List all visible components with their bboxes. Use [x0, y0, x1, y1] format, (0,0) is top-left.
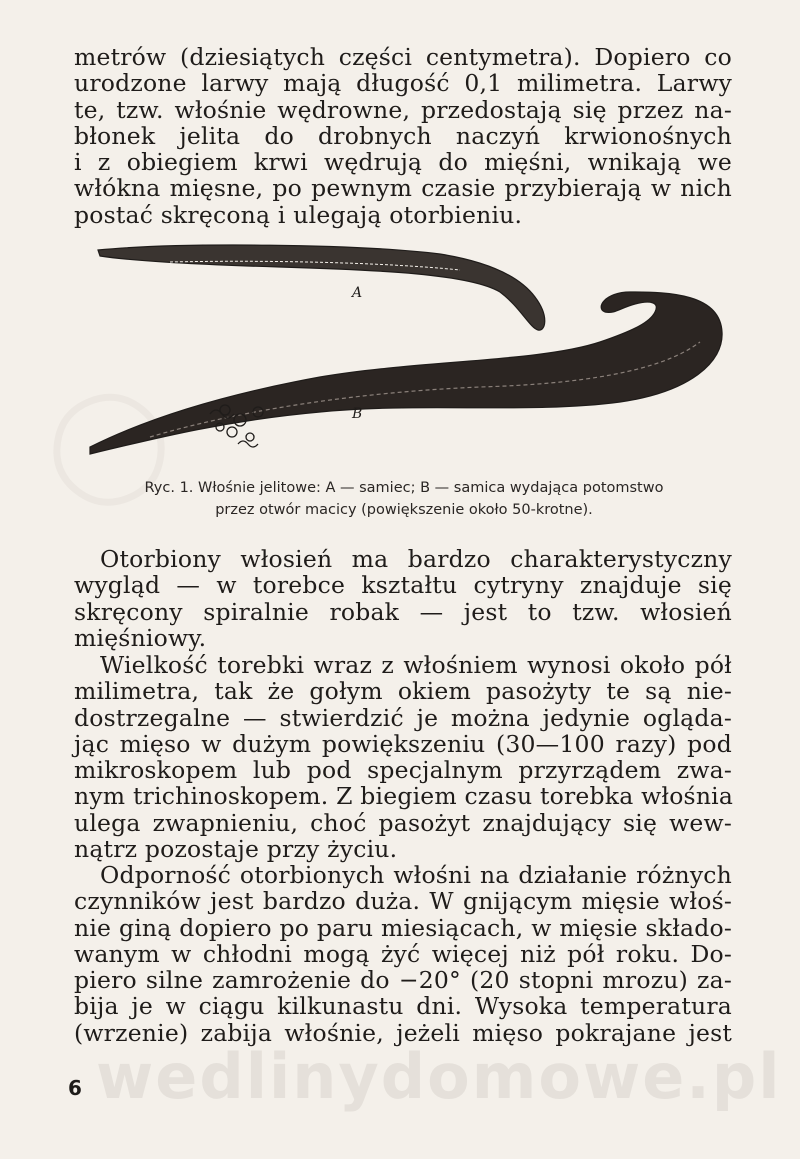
diagonal-watermark: ◯ — [13, 356, 190, 532]
text-line: (wrzenie) zabija włośnie, jeżeli mięso pokrajane jest — [74, 1018, 732, 1047]
text-line: te, tzw. włośnie wędrowne, przedostają się przez na- — [74, 95, 732, 124]
text-line: i z obiegiem krwi wędrują do mięśni, wnikają we — [74, 148, 732, 177]
text-line: mikroskopem lub pod specjalnym przyrządem zwa- — [74, 756, 732, 785]
text-line: urodzone larwy mają długość 0,1 milimetra. Larwy — [74, 69, 732, 98]
text-line: nie giną dopiero po paru miesiącach, w mięsie składo- — [74, 913, 732, 942]
figure-caption — [74, 477, 734, 499]
paragraph-3 — [74, 652, 732, 862]
page-number: 6 — [68, 1076, 82, 1100]
text-line: włókna mięsne, po pewnym czasie przybierają w nich — [74, 174, 732, 203]
text-line: Wielkość torebki wraz z włośniem wynosi około pół — [100, 651, 732, 679]
label-b: B — [352, 406, 363, 422]
text-line: Otorbiony włosień ma bardzo charakterystyczny — [100, 545, 732, 573]
trichina-illustration — [60, 232, 750, 467]
paragraph-2 — [74, 546, 732, 651]
text-line: wanym w chłodni mogą żyć więcej niż pół roku. Do- — [74, 939, 732, 968]
text-line: wygląd — w torebce kształtu cytryny znajduje się — [74, 571, 732, 600]
text-line: milimetra, tak że gołym okiem pasożyty te są nie- — [74, 677, 732, 706]
paragraph-4 — [74, 862, 732, 1046]
text-line: ulega zwapnieniu, choć pasożyt znajdujący się wew- — [74, 808, 732, 837]
text-line: bija je w ciągu kilkunastu dni. Wysoka temperatura — [74, 992, 732, 1021]
text-line: metrów (dziesiątych części centymetra). Dopiero co — [74, 43, 732, 71]
caption-line-1: Ryc. 1. Włośnie jelitowe: A — samiec; B — samica wydająca potomstwo — [144, 480, 664, 496]
site-watermark: wedlinydomowe.pl — [96, 1040, 782, 1113]
label-a: A — [352, 285, 363, 301]
text-line: nątrz pozostaje przy życiu. — [74, 835, 398, 864]
text-line: piero silne zamrożenie do −20° (20 stopni mrozu) za- — [74, 966, 732, 995]
text-line: czynników jest bardzo duża. W gnijącym mięsie włoś- — [74, 887, 732, 916]
text-line: jąc mięso w dużym powiększeniu (30—100 razy) pod — [74, 729, 732, 758]
text-line: nym trichinoskopem. Z biegiem czasu torebka włośnia — [74, 782, 734, 811]
caption-line-2: przez otwór macicy (powiększenie około 50-krotne). — [215, 502, 593, 518]
text-line: skręcony spiralnie robak — jest to tzw. włosień — [74, 597, 732, 626]
text-line: Odporność otorbionych włośni na działanie różnych — [100, 861, 732, 889]
paragraph-1 — [74, 44, 732, 228]
worm-a-male — [98, 245, 545, 330]
worm-b-female — [90, 292, 722, 454]
text-line: postać skręconą i ulegają otorbieniu. — [74, 200, 523, 229]
text-line: mięśniowy. — [74, 623, 207, 652]
text-line: dostrzegalne — stwierdzić je można jedynie ogląda- — [74, 703, 732, 732]
figure-caption-continued — [74, 499, 734, 521]
text-line: błonek jelita do drobnych naczyń krwionośnych — [74, 121, 732, 150]
